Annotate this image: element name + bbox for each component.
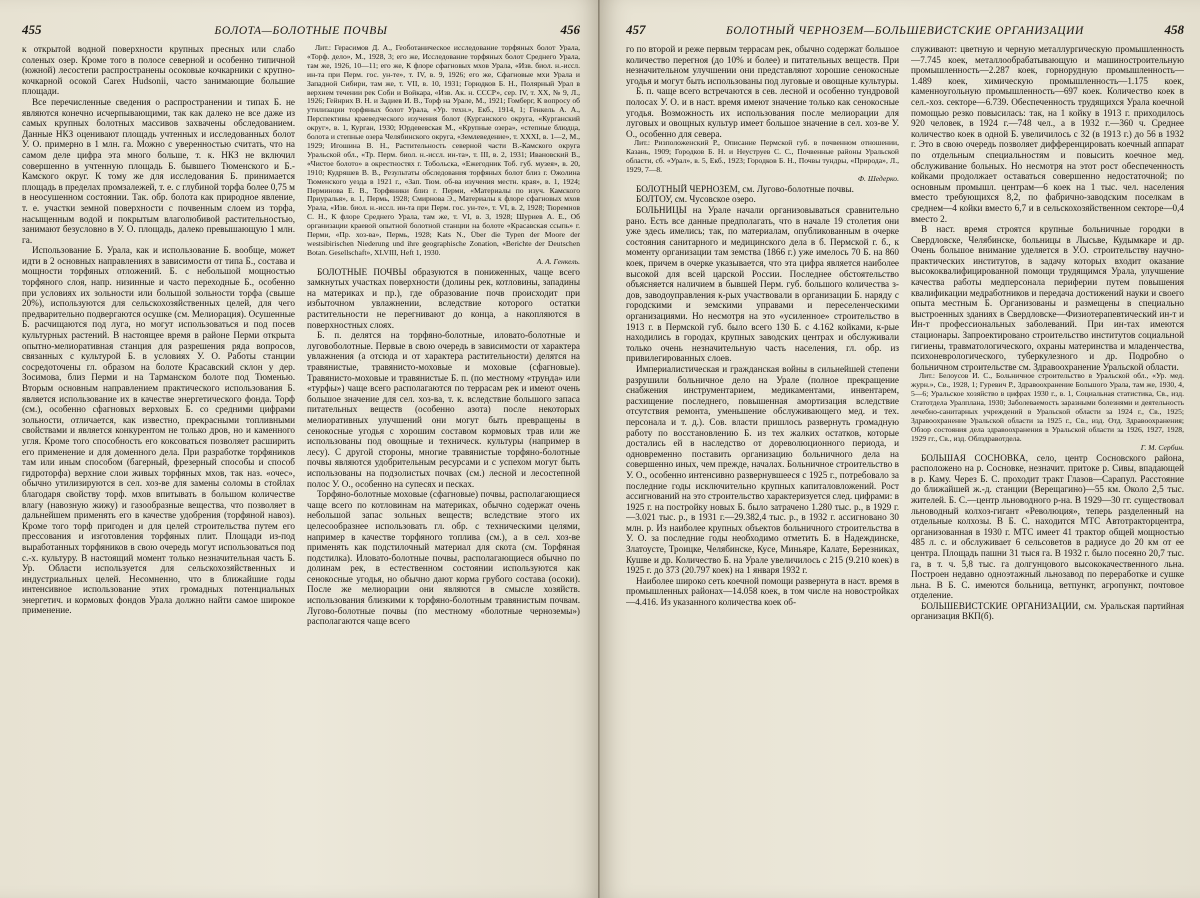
- paragraph: Торфяно-болотные моховые (сфагновые) почвы, располагающиеся чаще всего по котловинам на материках, обычно содержат очень небольшой запас зольных веществ; вследствие этого их целесообразнее использовать гл. обр. с техническими целями, например в качестве торфяного топлива (см.), а в сел. хоз-ве применять как подстилочный материал для скота (см. Торфяная подстилка). Иловато-болотные почвы, располагающиеся обычно по долинам рек, в естественном состоянии используются как сенокосные угодья, но обычно дают корма грубого состава (осоки). После же мелиорации они являются в смысле хозяйств. использования близкими к торфяно-болотным травянистым почвам. Лугово-болотные почвы (по местному «болотные черноземы») располагаются чаще всего: [307, 489, 580, 627]
- paragraph: Все перечисленные сведения о распространении и типах Б. не являются конечно исчерпывающими, так как далеко не все даже из самых крупных болотных массивов захвачены обследованием. Данные НКЗ оценивают площадь учтенных и исследованных болот У. О. примерно в 1 млн. га. Можно с уверенностью считать, что на самом деле цифра эта много больше, т. к. НКЗ не включил совершенно в учтенную площадь Б. бывшего Тюменского и Б.-Камского округ. К тому же для исследования Б. принимается площадь в пределах промзалежей, т. е. с глубиной торфа более 0,75 м в неосушенном состоянии. Так. обр. болота как природное явление, т. е. участки земной поверхности с почвенным слоем из торфа, насыщенным водой и покрытым влаголюбивой растительностью, занимают безусловно в У. О. площадь, далеко превышающую 1 млн. га.: [22, 96, 295, 245]
- literature-list: Лит.: Ризположенский Р., Описание Пермской губ. в почвенном отношении, Казань, 1909; Городков Б. Н. и Неуструев С. С., Почвенные районы Уральской области, сб. «Урал», в. 5, Екб., 1923; Городков Б. Н., Почвы тундры, «Природа», Л., 1929, 7—8.: [626, 138, 899, 175]
- entry-bolnitsy: БОЛЬНИЦЫ на Урале начали организовываться сравнительно рано. Есть все данные предполагать, что в начале 19 столетия они уже здесь имелись; так, по материалам, опубликованным в очерке состояния санитарного и медицинского дела в б. Пермской г. б., к моменту организации там земства (1866 г.) уже имелось 70 Б. на 860 коек, причем в очерке указывается, что эта цифра является наиболее высокой для всей царской России. Последнее обстоятельство объясняется наличием в бывшей Перм. губ. большого количества з-дов, заводоуправления к-рых участвовали в организации Б. наряду с городскими и земскими управами и переселенческими организациями. Но несмотря на это «усиленное» строительство в 1913 г. в Пермской губ. было всего 130 Б. с 4.162 койками, к-рые находились в городах, крупных заводских центрах и обслуживали только очень незначительную часть населения, гл. обр. из привилегированных слоев.: [626, 205, 899, 364]
- running-title-right: БОЛОТНЫЙ ЧЕРНОЗЕМ—БОЛЬШЕВИСТСКИЕ ОРГАНИЗАЦИИ: [726, 25, 1084, 37]
- left-page-header: [22, 22, 580, 40]
- right-page-header: [626, 22, 1184, 40]
- running-title-left: БОЛОТА—БОЛОТНЫЕ ПОЧВЫ: [214, 25, 388, 37]
- entry-bolotny-chernozem: БОЛОТНЫЙ ЧЕРНОЗЕМ, см. Лугово-болотные почвы.: [636, 183, 854, 194]
- entry-bolshaya-sosnovka: БОЛЬШАЯ СОСНОВКА, село, центр Сосновского района, расположено на р. Сосновке, незначит. притоке р. Сивы, впадающей в р. Каму. Через Б. С. проходит тракт Глазов—Сарапул. Расстояние до ближайшей ж.-д. станции (Верещагино)—55 км. Около 2,5 тыс. жителей. Б. С.—центр льноводного р-на. В 1929—30 гг. существовал льноводный колхоз-гигант «Революция», теперь разделенный на отдельные колхозы. В Б. С. находится МТС Автотракторцентра, организованная в 1930 г. МТС имеет 41 трактор общей мощностью 485 л. с. и обслуживает 6 сельсоветов в радиусе до 20 км от ее центра. Площадь пашни 31 тыся га. В 1932 г. было посеяно 20,7 тыс. га, в т. ч. 5,8 тыс. га долгунцового высококачественного льна. Построен недавно одноэтажный льнозавод по переработке и сушке льна. В Б. С. имеются больница, ветпункт, агропункт, почтовое отделение.: [911, 452, 1184, 601]
- left-column-1: [22, 44, 295, 884]
- paragraph: Использование Б. Урала, как и использование Б. вообще, может идти в 2 основных направлениях в зависимости от типа Б., состава и мощности торфяных отложений. Б. с небольшой мощностью торфяного слоя, напр. низинные и часто переходные Б., особенно при условиях их зольности или большой зольности торфа (свыше 20%), используются для сельскохозяйственных целей, для чего предварительно подвергаются осушке (см. Мелиорация). Осушенные Б. расчищаются под луга, но могут использоваться и под посев культурных растений. В настоящее время в районе Перми открыта опытно-мелиоративная станция для разрешения ряда вопросов, связанных с культурой Б. в условиях У. О. Работы станции сосредоточены гл. образом на болоте Красавский склон у дер. Зосимова, близ Перми и на Тарманском болоте под Тюменью. Вторым основным направлением практического использования Б. является использование их в качестве энергетического фонда. Торф (см.), особенно сфагновых верховых Б. со средними цифрами зольности, отличается, как известно, прекрасными топливными свойствами и является конкурентом не только дров, но и каменного угля. Кроме того способность его коксоваться позволяет расширить его применение и для доменного дела. При разработке торфяников там или иным способом (багерный, фрезерный способы и способ гидроторфа) верхние слои живых торфяных мхов, так наз. «очес», обычно утилизируются в сел. хоз-ве для замены соломы в стойлах благодаря свойству торф. мхов впитывать в большом количестве влагу (навозную жижу) и газообразные вещества, что позволяет в дальнейшем применять его в качестве удобрения (торфяной навоз). Кроме того торф пригоден и для целей строительства путем его прессования и изготовления торфяных плит. Площади из-под выработанных торфяников в свою очередь могут использоваться под с.-х. культуру. В настоящий момент только незначительная часть Б. Ур. Области используется для сельскохозяйственных и индустриальных целей. Несомненно, что в ближайшие годы интенсивное использование этих громадных потенциальных энергетич. и кормовых фондов Урала должно найти самое широкое применение.: [22, 245, 295, 616]
- literature-list: Лит.: Белоусов И. С., Больничное строительство в Уральской обл., «Ур. мед. журн.», Св., 1928, 1; Гуревич Р., Здравоохранение Большого Урала, там же, 1930, 4, 5—6; Уральское хозяйство в цифрах 1930 г., в. 1, Социальная статистика, Св., изд. Статотдела Уралплана, 1930; Заболеваемость заразными болезнями и деятельность лечебно-санитарных учреждений в Уральской области за 1924 г., Св., 1925; Здравоохранение Уральской области за 1925 г., Св., изд. Отд. Здравоохранения; Обзор состояния дела здравоохранения в Уральской области за 1926, 1927, 1928, 1929 гг., Св., изд. Облздравотдела.: [911, 371, 1184, 443]
- entry-boltou: БОЛТОУ, см. Чусовское озеро.: [636, 194, 756, 205]
- right-page: [600, 0, 1200, 898]
- left-column-2: [307, 44, 580, 884]
- paragraph: Империалистическая и гражданская войны в сильнейшей степени разрушили больничное дело на Урале (полное прекращение снабжения инструментарием, медикаментами, инвентарем, расхищение последнего, повышенная амортизация вследствие отсутствия ремонта, уменьшение обслуживающего мед. и тех. персонала и т. д.). Сов. власти пришлось развернуть громадную работу по восстановлению Б. из тех жалких остатков, которые достались ей в наследство от дореволюционного периода, и одновременно поставить организацию больничного дела на совершенно иных, чем прежде, началах. Больничное строительство в У. О., особенно интенсивно развернувшееся с 1925 г., потребовало за последние годы исключительно крупных капиталовложений. Рост ассигнований на это строительство характеризуется след. цифрами: в 1925 г. на постройку новых Б. было затрачено 1.280 тыс. р., в 1929 г.—3.021 тыс. р., в 1931 г.—29.382,4 тыс. р., в 1932 г. ассигновано 30 млн. р. Из наиболее крупных объектов больничного строительства в У. О. за последние годы необходимо отметить Б. в Надеждинске, Златоусте, Троицке, Челябинске, Кусе, Миньяре, Калате, Березниках, Кушве и др. Количество Б. на Урале увеличилось с 215 (9.210 коек) в 1925 г. до 373 (20.797 коек) на 1 января 1932 г.: [626, 363, 899, 576]
- paragraph: го по второй и реже первым террасам рек, обычно содержат большое количество перегноя (до 10% и более) и питательных веществ. При незначительном улучшении они представляют хорошие сенокосные угодья и могут быть использованы под луговые и овощные культуры.: [626, 44, 899, 86]
- page-number-457: 457: [626, 22, 646, 37]
- page-number-456: 456: [560, 22, 580, 37]
- right-column-1: [626, 44, 899, 884]
- author-signature: Ф. Шедерко.: [857, 173, 899, 183]
- entry-bolotnye-pochvy: БОЛОТНЫЕ ПОЧВЫ образуются в пониженных, чаще всего замкнутых участках поверхности (долины рек, котловины, западины на материках и пр.), где образование почв происходит при избыточном увлажнении, вследствие которого остатки растительности не перегнивают до конца, а накопляются в поверхностных слоях.: [307, 266, 580, 330]
- paragraph: Б. п. делятся на торфяно-болотные, иловато-болотные и луговоболотные. Первые в свою очередь в зависимости от характера увлажнения (а отсюда и от характера растительности) делятся на травянистые, травянисто-моховые и моховые (сфагновые). Травянисто-моховые и травянистые Б. п. (по местному «трунда» или «турфы») чаще всего располагаются по террасам рек и имеют очень большое значение для сел. хоз-ва, т. к. вследствие большого запаса питательных веществ (особенно азота) после некоторых мелиоративных улучшений они могут быть превращены в сенокосные угодья с хорошим составом кормовых трав или же использованы под овощные и техническ. культуры (например в лесу). С другой стороны, многие травянистые торфяно-болотные почвы являются удобрительным ресурсами и с успехом могут быть использованы на подзолистых почвах (см.) лесной и лесостепной полос У. О., особенно на супесях и песках.: [307, 330, 580, 489]
- page-number-455: 455: [22, 22, 42, 37]
- author-signature: А. А. Генкель.: [536, 256, 580, 266]
- paragraph: служивают: цветную и черную металлургическую промышленность—7.745 коек, металлообрабатывающую и машиностроительную промышленность—2.287 коек, горнорудную промышленность—1.489 коек, химическую промышленность—1.175 коек, каменноугольную промышленность—697 коек. Количество коек в сел.-хоз. секторе—6.739. Обеспеченность трудящихся Урала коечной помощью резко повысилась: так, на 1 койку в 1913 г. приходилось 920 человек, в 1924 г.—748 чел., а в 1932 г.—360 ч. Среднее количество коек в одной Б. увеличилось с 32 (в 1913 г.) до 56 в 1932 г. Это в свою очередь позволяет дифференцировать коечный аппарат по отдельным специальностям и повысить коечное мед. обслуживание больных. Но несмотря на этот рост обеспеченность койками продолжает оставаться совершенно недостаточной; по основным промышл. центрам—6 коек на 1 тыс. чел. населения вместо требующихся 8,2, по фабрично-заводским поселкам в среднем—4 койки вместо 6,7 и в сельскохозяйственном секторе—0,4 вместо 2.: [911, 44, 1184, 224]
- paragraph: В наст. время строятся крупные больничные городки в Свердловске, Челябинске, больницы в Лысьве, Кудымкаре и др. Очень большое внимание уделяется в У.О. строительству научно-практических институтов, в задачу которых входит оказание высококвалифицированной помощи трудящимся Урала, улучшение качества работы медперсонала периферии путем повышения квалификации медработников и передача достижений науки и своего опыта местным Б. Организованы и размещены в специально выстроенных зданиях в Свердловске—Физиотерапевтический ин-т и Ин-т профессиональных заболеваний. При ин-тах имеются стационары. Запроектировано строительство институтов социальной гигиены, травматологического, охраны материнства и младенчества, психоневрологического, туберкулезного и др. Подробно о больничном строительстве см. Здравоохранение Уральской области.: [911, 224, 1184, 372]
- paragraph: Наиболее широко сеть коечной помощи развернута в наст. время в промышленных районах—14.058 коек, в том числе на новостройках—4.416. Из указанного количества коек об-: [626, 575, 899, 608]
- entry-bolshevistskie-organizatsii: БОЛЬШЕВИСТСКИЕ ОРГАНИЗАЦИИ, см. Уральская партийная организация ВКП(б).: [911, 600, 1184, 622]
- right-column-2: [911, 44, 1184, 884]
- author-signature: Г. М. Сербин.: [1140, 442, 1184, 452]
- page-number-458: 458: [1164, 22, 1184, 37]
- literature-list: Лит.: Герасимов Д. А., Геоботаническое исследование торфяных болот Урала, «Торф. дело», М., 1928, 3; его же, Исследование торфяных болот Среднего Урала, там же, 1926, 10—11; его же, К флоре сфагновых мхов Урала, «Изв. биол. н.-иссл. ин-та при Перм. гос. ун-те», т. IV, в. 9, 1926; его же, Сфагновые мхи Урала и Западной Сибири, там же, т. VII, в. 10, 1931; Горюдков Б. Н., Полярный Урал в верхнем течении рек Соби и Войкара, «Изв. Ак. н. СССР», сер. IV, т. XX, № 9, Л., 1926; Гейнрих В. Н. и Задиев И. В., Торф на Урале, М., 1921; Гомберг, К вопросу об утилизации торфяных болот Урала, «Ур. техн.», Екб., 1914, 1; Генкель А. А., Перспективы краеведческого изучения болот (Курганского округа, «Курганский округ», в. 1, Курган, 1930; Юрдевевская М., «Крупные озера», «степные блюдца, болота и степные озера Челябинского округа, «Землеведение», т. XXXI, в. 1—2, М., 1929; Игошина В. Н., Растительность северной части В.-Камского округа Уральской обл., «Тр. Перм. биол. н.-иссл. ин-та», т. III, в. 2, 1931; Ивановский В., «Чистое болото» в окрестностях г. Тобольска, «Ежегодник Тоб. губ. музея», в. 20, 1910; Кудряшев В. В., Результаты обследования торфяных болот близ г. Ожолина Тюменского уезда в 1921 г., «Зап. Тюм. об-ва изучения местн. края», в. 1, 1924; Перминова Е. В., Торфяники близ г. Перми, «Материалы по изуч. Камского Приуралья», в. 1, Пермь, 1928; Смирнова Э., Материалы к флоре сфагновых мхов Урала, «Изв. биол. н.-иссл. ин-та при Перм. гос. ун-те», т. VI, в. 2, 1928; Тюремнов С. Н., К флоре Среднего Урала, там же, т. VI, в. 3, 1928; Шуриев А. Е., Об организации краевой опытной болотной станции на болоте «Красавская ссыпь» г. Перми, «Пр. хоз-ва», Пермь, 1928; Kats N., Über die Typen der Moore der westsibirischen Niederung und ihre geographische Zonation, «Berichte der Deutschen Botan. Gesellschaft», XLVIII, Heft 1, 1930.: [307, 44, 580, 257]
- paragraph: Б. п. чаще всего встречаются в сев. лесной и особенно тундровой полосах У. О. и в наст. время имеют значение только как сенокосные угодья. Возможность их использования после мелиорации для луговых и овощных культур имеет большое значение в сел. хоз-ве У. О., особенно для севера.: [626, 86, 899, 139]
- paragraph: к открытой водной поверхности крупных пресных или слабо соленых озер. Кроме того в полосе северной и особенно типичной (южной) лесостепи распространены осоковые кочкарники с крупно-кочкарной осокой Carex Hudsonii, часто занимающие большие площади.: [22, 44, 295, 97]
